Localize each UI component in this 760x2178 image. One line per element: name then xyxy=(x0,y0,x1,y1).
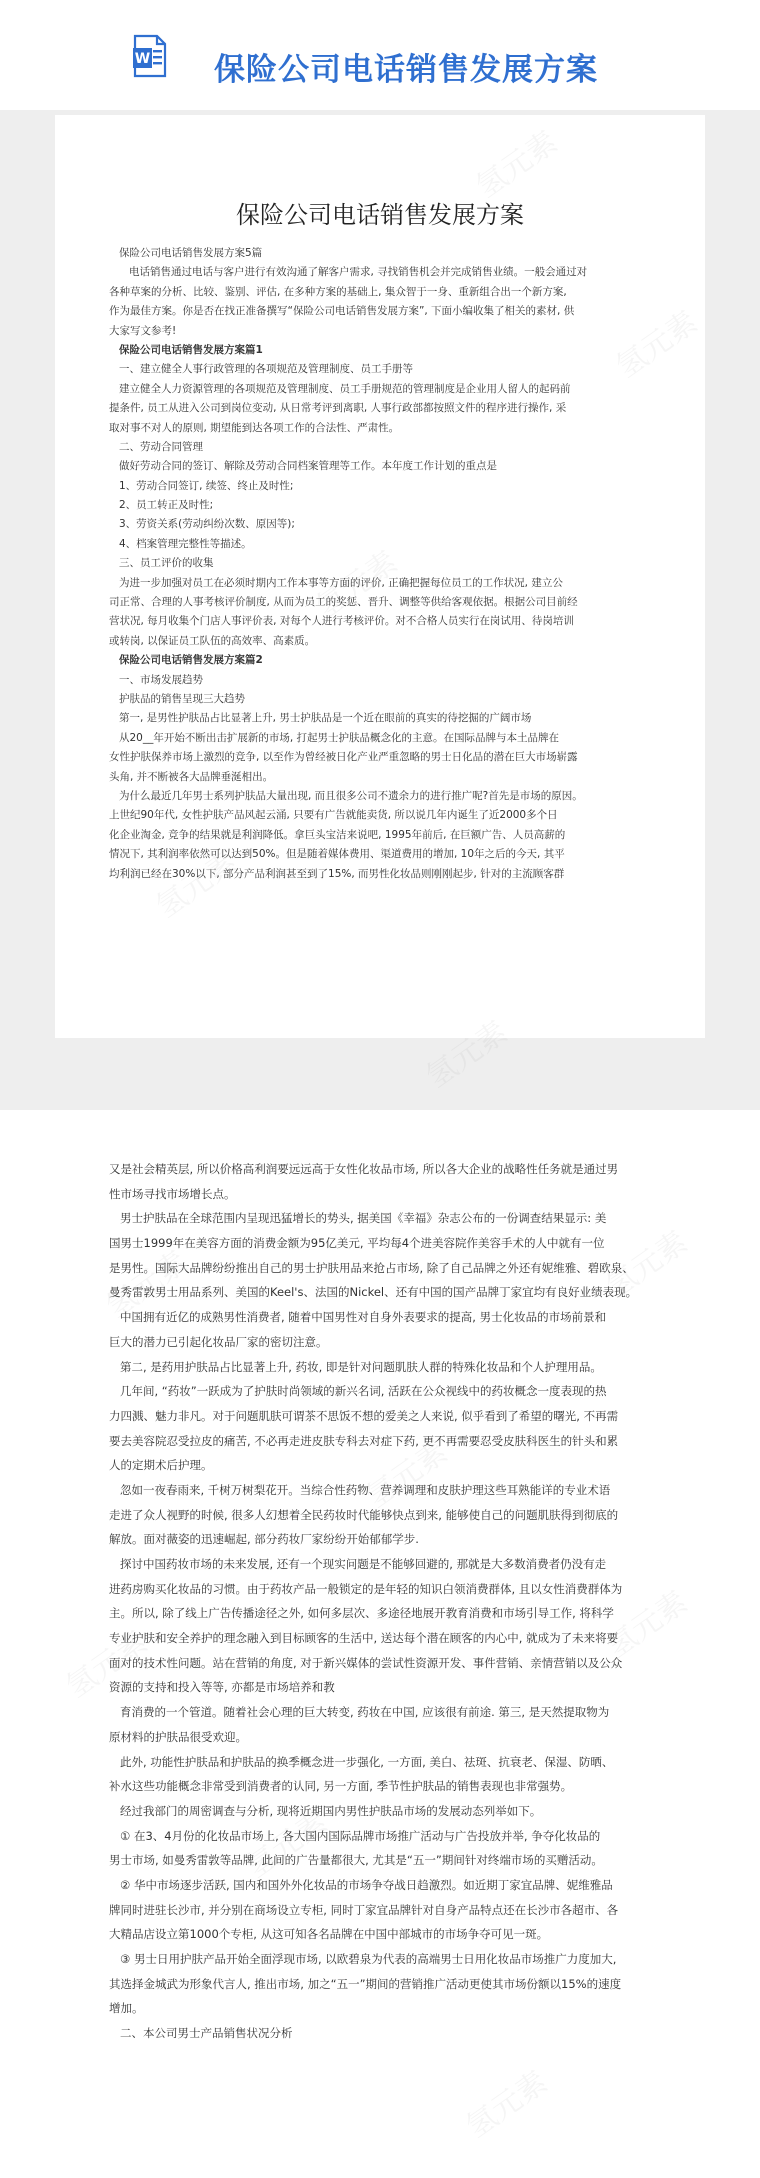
text-line: 建立健全人力资源管理的各项规范及管理制度、员工手册规范的管理制度是企业用人留人的起码前 xyxy=(119,382,571,395)
text-line: 性市场寻找市场增长点。 xyxy=(109,1186,236,1201)
text-line: 解放。面对薇姿的迅速崛起, 部分药妆厂家纷纷开始郁郁学步. xyxy=(109,1532,419,1547)
text-line: ③ 男士日用护肤产品开始全面浮现市场, 以欧碧泉为代表的高端男士日用化妆品市场推广力度加大, xyxy=(120,1952,617,1966)
text-line: 此外, 功能性护肤品和护肤品的换季概念进一步强化, 一方面, 美白、祛斑、抗衰老、保湿、防晒、 xyxy=(120,1754,614,1769)
text-line: 做好劳动合同的签订、解除及劳动合同档案管理等工作。本年度工作计划的重点是 xyxy=(119,460,497,473)
text-line: 中国拥有近亿的成熟男性消费者, 随着中国男性对自身外表要求的提高, 男士化妆品的市场前景和 xyxy=(120,1310,607,1325)
text-line: 头角, 并不断被各大品牌垂涎相出。 xyxy=(109,770,274,783)
page-2-text-body xyxy=(109,1157,657,2046)
text-line: 几年间, “药妆”一跃成为了护肤时尚领域的新兴名词, 活跃在公众视线中的药妆概念一度表现的热 xyxy=(120,1384,607,1399)
text-line: 三、员工评价的收集 xyxy=(119,557,214,570)
text-line: 是男性。国际大品牌纷纷推出自己的男士护肤用品来抢占市场, 除了自己品牌之外还有妮维雅、碧欧泉、 xyxy=(109,1260,634,1275)
text-line: 国男士1999年在美容方面的消费金额为95亿美元, 平均每4个进美容院作美容手术的人中就有一位 xyxy=(109,1236,605,1251)
text-line: 探讨中国药妆市场的未来发展, 还有一个现实问题是不能够回避的, 那就是大多数消费者仍没有走 xyxy=(120,1557,607,1571)
text-line: 营状况, 每月收集个门店人事评价表, 对每个人进行考核评价。对不合格人员实行在岗试用、待岗培训 xyxy=(109,615,574,628)
text-line: 资源的支持和投入等等, 亦都是市场培养和教 xyxy=(109,1680,335,1695)
document-page-1 xyxy=(55,115,705,1038)
text-line: ① 在3、4月份的化妆品市场上, 各大国内国际品牌市场推广活动与广告投放并举, 争夺化妆品的 xyxy=(120,1828,601,1843)
text-line: 力四溅、魅力非凡。对于问题肌肤可谓茶不思饭不想的爱美之人来说, 似乎看到了希望的曙光, 不再需 xyxy=(109,1408,619,1423)
text-line: 为什么最近几年男士系列护肤品大量出现, 而且很多公司不遗余力的进行推广呢?首先是市场的原因。 xyxy=(119,789,583,802)
text-line: 作为最佳方案。你是否在找正准备撰写“保险公司电话销售发展方案”, 下面小编收集了相关的素材, 供 xyxy=(109,305,575,318)
text-line: 均利润已经在30%以下, 部分产品利润甚至到了15%, 而男性化妆品则刚刚起步, 针对的主流顾客群 xyxy=(109,867,565,880)
text-line: 男士护肤品在全球范围内呈现迅猛增长的势头, 据美国《幸福》杂志公布的一份调查结果显示: 美 xyxy=(120,1211,607,1226)
text-line: 4、档案管理完整性等描述。 xyxy=(119,537,252,550)
text-line: 第一, 是男性护肤品占比显著上升, 男士护肤品是一个近在眼前的真实的待挖掘的广阔市场 xyxy=(119,712,532,725)
section-heading: 保险公司电话销售发展方案篇2 xyxy=(119,654,263,667)
text-line: 保险公司电话销售发展方案5篇 xyxy=(119,247,263,259)
text-line: 电话销售通过电话与客户进行有效沟通了解客户需求, 寻找销售机会并完成销售业绩。一般会通过对 xyxy=(129,266,588,279)
page-1-text-body xyxy=(109,244,657,884)
text-line: 要去美容院忍受拉皮的痛苦, 不必再走进皮肤专科去对症下药, 更不再需要忍受皮肤科医生的针头和累 xyxy=(109,1433,619,1448)
text-line: 第二, 是药用护肤品占比显著上升, 药妆, 即是针对问题肌肤人群的特殊化妆品和个人护理用品。 xyxy=(120,1359,602,1374)
text-line: 大精品店设立第1000个专柜, 从这可知各名品牌在中国中部城市的市场争夺可见一斑。 xyxy=(109,1927,549,1942)
text-line: 专业护肤和安全养护的理念融入到目标顾客的生活中, 送达每个潜在顾客的内心中, 就成为了未来将要 xyxy=(109,1631,619,1646)
document-page-2 xyxy=(55,1112,705,2178)
text-line: 补水这些功能概念非常受到消费者的认同, 另一方面, 季节性护肤品的销售表现也非常强势。 xyxy=(109,1779,573,1794)
text-line: 经过我部门的周密调查与分析, 现将近期国内男性护肤品市场的发展动态列举如下。 xyxy=(120,1803,542,1818)
text-line: 曼秀雷敦男士用品系列、美国的Keel's、法国的Nickel、还有中国的国产品牌丁家宜均有良好业绩表现。 xyxy=(109,1285,638,1300)
text-line: 二、劳动合同管理 xyxy=(119,440,203,453)
text-line: 护肤品的销售呈现三大趋势 xyxy=(119,692,245,705)
text-line: 人的定期术后护理。 xyxy=(109,1458,213,1473)
text-line: 上世纪90年代, 女性护肤产品风起云涌, 只要有广告就能卖货, 所以说几年内诞生了近2000多个日 xyxy=(109,809,558,822)
text-line: 女性护肤保养市场上激烈的竞争, 以至作为曾经被日化产业严重忽略的男士日化品的潜在巨大市场崭露 xyxy=(109,751,578,764)
text-line: 二、本公司男士产品销售状况分析 xyxy=(120,2026,293,2041)
text-line: 取对事不对人的原则, 期望能到达各项工作的合法性、严肃性。 xyxy=(109,421,400,434)
text-line: 又是社会精英层, 所以价格高利润要远远高于女性化妆品市场, 所以各大企业的战略性任务就是通过男 xyxy=(109,1162,619,1176)
text-line: 各种草案的分析、比较、鉴别、评估, 在多种方案的基础上, 集众智于一身、重新组合出一个新方案, xyxy=(109,285,567,298)
text-line: 1、劳动合同签订, 续签、终止及时性; xyxy=(119,479,294,492)
text-line: 忽如一夜春雨来, 千树万树梨花开。当综合性药物、营养调理和皮肤护理这些耳熟能详的专业术语 xyxy=(120,1482,611,1497)
text-line: 进药房购买化妆品的习惯。由于药妆产品一般锁定的是年轻的知识白领消费群体, 且以女性消费群体为 xyxy=(109,1581,623,1596)
text-line: 2、员工转正及时性; xyxy=(119,499,214,512)
text-line: 增加。 xyxy=(109,2001,144,2016)
text-line: 一、建立健全人事行政管理的各项规范及管理制度、员工手册等 xyxy=(119,363,413,376)
svg-text:W: W xyxy=(134,51,151,67)
section-heading: 保险公司电话销售发展方案篇1 xyxy=(119,343,263,356)
text-line: 男士市场, 如曼秀雷敦等品牌, 此间的广告量都很大, 尤其是“五一”期间针对终端市场的买赠活动。 xyxy=(109,1853,603,1868)
text-line: 一、市场发展趋势 xyxy=(119,673,203,686)
text-line: 牌同时进驻长沙市, 并分别在商场设立专柜, 同时丁家宜品牌针对自身产品特点还在长沙市各超市、各 xyxy=(109,1902,619,1917)
text-line: 化企业淘金, 竞争的结果就是利润降低。拿巨头宝洁来说吧, 1995年前后, 在巨额广告、人员高薪的 xyxy=(109,828,566,841)
text-line: 或转岗, 以保证员工队伍的高效率、高素质。 xyxy=(109,634,316,647)
banner-title: 保险公司电话销售发展方案 xyxy=(214,52,598,88)
text-line: 巨大的潜力已引起化妆品厂家的密切注意。 xyxy=(109,1334,328,1349)
text-line: 主。所以, 除了线上广告传播途径之外, 如何多层次、多途径地展开教育消费和市场引导工作, 将科学 xyxy=(109,1606,614,1621)
text-line: 司正常、合理的人事考核评价制度, 从而为员工的奖惩、晋升、调整等供给客观依据。根据公司目前经 xyxy=(109,596,578,609)
text-line: 大家写文参考! xyxy=(109,324,177,337)
word-document-icon xyxy=(133,34,167,78)
text-line: 育消费的一个管道。随着社会心理的巨大转变, 药妆在中国, 应该很有前途. 第三, 是天然提取物为 xyxy=(120,1705,610,1720)
document-title: 保险公司电话销售发展方案 xyxy=(236,201,524,229)
text-line: 提条件, 员工从进入公司到岗位变动, 从日常考评到离职, 人事行政部都按照文件的程序进行操作, 采 xyxy=(109,402,567,415)
text-line: 从20__年开始不断出击扩展新的市场, 打起男士护肤品概念化的主意。在国际品牌与本土品牌在 xyxy=(119,731,560,744)
text-line: 3、劳资关系(劳动纠纷次数、原因等); xyxy=(119,518,295,531)
text-line: 面对的技术性问题。站在营销的角度, 对于新兴媒体的尝试性资源开发、事件营销、亲情营销以及公众 xyxy=(109,1655,623,1670)
text-line: 为进一步加强对员工在必须时期内工作本事等方面的评价, 正确把握每位员工的工作状况, 建立公 xyxy=(119,576,563,589)
text-line: ② 华中市场逐步活跃, 国内和国外外化妆品的市场争夺战日趋激烈。如近期丁家宜品牌、妮维雅品 xyxy=(120,1877,613,1892)
banner xyxy=(0,0,760,110)
text-line: 原材料的护肤品很受欢迎。 xyxy=(109,1729,247,1744)
text-line: 情况下, 其利润率依然可以达到50%。但是随着媒体费用、渠道费用的增加, 10年之后的今天, 其平 xyxy=(109,848,565,861)
text-line: 走进了众人视野的时候, 很多人幻想着全民药妆时代能够快点到来, 能够使自己的问题肌肤得到彻底的 xyxy=(109,1507,619,1522)
text-line: 其选择金城武为形象代言人, 推出市场, 加之“五一”期间的营销推广活动更使其市场份额以15%的速度 xyxy=(109,1976,622,1991)
